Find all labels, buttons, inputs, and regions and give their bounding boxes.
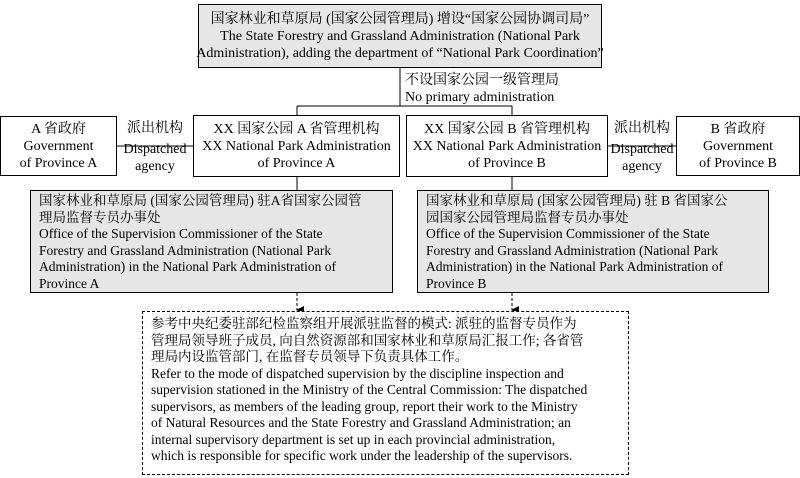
office-b-en-3: Administration) in the National Park Administration of bbox=[426, 259, 723, 274]
gov-b-en-1: Government bbox=[703, 138, 773, 154]
note-en-4: of Natural Resources and the State Forestry and Grassland Administration; an bbox=[151, 415, 571, 430]
dispatched-agency-label-left bbox=[117, 120, 193, 175]
no-primary-en: No primary administration bbox=[405, 90, 555, 105]
office-a-zh-2: 理局监督专员办事处 bbox=[39, 209, 161, 225]
office-b-en-4: Province B bbox=[426, 275, 487, 291]
agency-a-zh: XX 国家公园 A 省管理机构 bbox=[213, 121, 380, 137]
gov-province-b-box bbox=[676, 116, 800, 176]
office-a-en-2: Forestry and Grassland Administration (National Park bbox=[39, 242, 332, 258]
office-b-en-2: Forestry and Grassland Administration (National Park bbox=[426, 242, 719, 258]
note-en-1: Refer to the mode of dispatched supervision by the discipline inspection and bbox=[151, 365, 564, 381]
agency-b-zh: XX 国家公园 B 省管理机构 bbox=[423, 121, 591, 137]
office-b-zh-2: 园国家公园管理局监督专员办事处 bbox=[426, 209, 629, 225]
agency-province-a-box bbox=[193, 115, 400, 177]
note-en-5: internal supervisory department is set up in each provincial administration, bbox=[151, 431, 556, 447]
gov-a-en-2: of Province A bbox=[19, 155, 98, 171]
note-en-3: supervisors, as members of the leading group, report their work to the Ministry bbox=[151, 398, 578, 414]
note-en-2: supervision stationed in the Ministry of the Central Commission: The dispatched bbox=[151, 382, 588, 397]
gov-a-zh: A 省政府 bbox=[31, 121, 86, 137]
agency-province-b-box bbox=[406, 115, 608, 177]
supervision-mode-note-box bbox=[142, 311, 629, 475]
office-a-en-4: Province A bbox=[39, 275, 100, 291]
office-a-zh-1: 国家林业和草原局 (国家公园管理局) 驻A省国家公园管 bbox=[39, 193, 362, 208]
note-zh-2: 管理局领导班子成员, 向自然资源部和国家林业和草原局汇报工作; 各省管 bbox=[151, 332, 584, 348]
agency-b-en-2: of Province B bbox=[468, 155, 546, 171]
office-a-en-3: Administration) in the National Park Administration of bbox=[39, 259, 336, 274]
note-zh-3: 理局内设监管部门, 在监督专员领导下负责具体工作。 bbox=[151, 349, 469, 364]
dispatch-right-en-2: agency bbox=[622, 159, 662, 174]
gov-a-en-1: Government bbox=[23, 138, 94, 154]
dispatch-right-en-1: Dispatched bbox=[610, 142, 674, 157]
top-box-en-2: Administration), adding the department of “National Park Coordination” bbox=[196, 45, 604, 61]
gov-b-en-2: of Province B bbox=[699, 155, 777, 171]
note-en-6: which is responsible for specific work under the leadership of the supervisors. bbox=[151, 448, 573, 463]
supervision-office-b-box bbox=[417, 190, 769, 293]
dispatch-left-en-2: agency bbox=[135, 159, 175, 174]
supervision-office-a-box bbox=[30, 190, 393, 293]
agency-a-en-2: of Province A bbox=[257, 155, 336, 171]
top-box-state-forestry bbox=[198, 4, 602, 68]
dispatched-agency-label-right bbox=[606, 120, 678, 175]
no-primary-admin-label bbox=[405, 72, 559, 106]
office-b-zh-1: 国家林业和草原局 (国家公园管理局) 驻 B 省国家公 bbox=[426, 193, 728, 208]
top-box-zh: 国家林业和草原局 (国家公园管理局) 增设“国家公园协调司局” bbox=[210, 11, 590, 27]
gov-b-zh: B 省政府 bbox=[710, 121, 766, 137]
dispatch-left-en-1: Dispatched bbox=[123, 142, 187, 157]
no-primary-zh: 不设国家公园一级管理局 bbox=[405, 73, 559, 88]
office-b-en-1: Office of the Supervision Commissioner of the State bbox=[426, 226, 710, 241]
gov-province-a-box bbox=[0, 116, 117, 176]
dispatch-right-zh: 派出机构 bbox=[614, 121, 670, 136]
agency-a-en-1: XX National Park Administration bbox=[202, 138, 391, 154]
agency-b-en-1: XX National Park Administration bbox=[412, 138, 602, 154]
note-zh-1: 参考中央纪委驻部纪检监察组开展派驻监督的模式: 派驻的监督专员作为 bbox=[151, 316, 577, 331]
dispatch-left-zh: 派出机构 bbox=[127, 121, 183, 136]
office-a-en-1: Office of the Supervision Commissioner of the State bbox=[39, 226, 323, 241]
top-box-en-1: The State Forestry and Grassland Administration (National Park bbox=[220, 28, 580, 44]
